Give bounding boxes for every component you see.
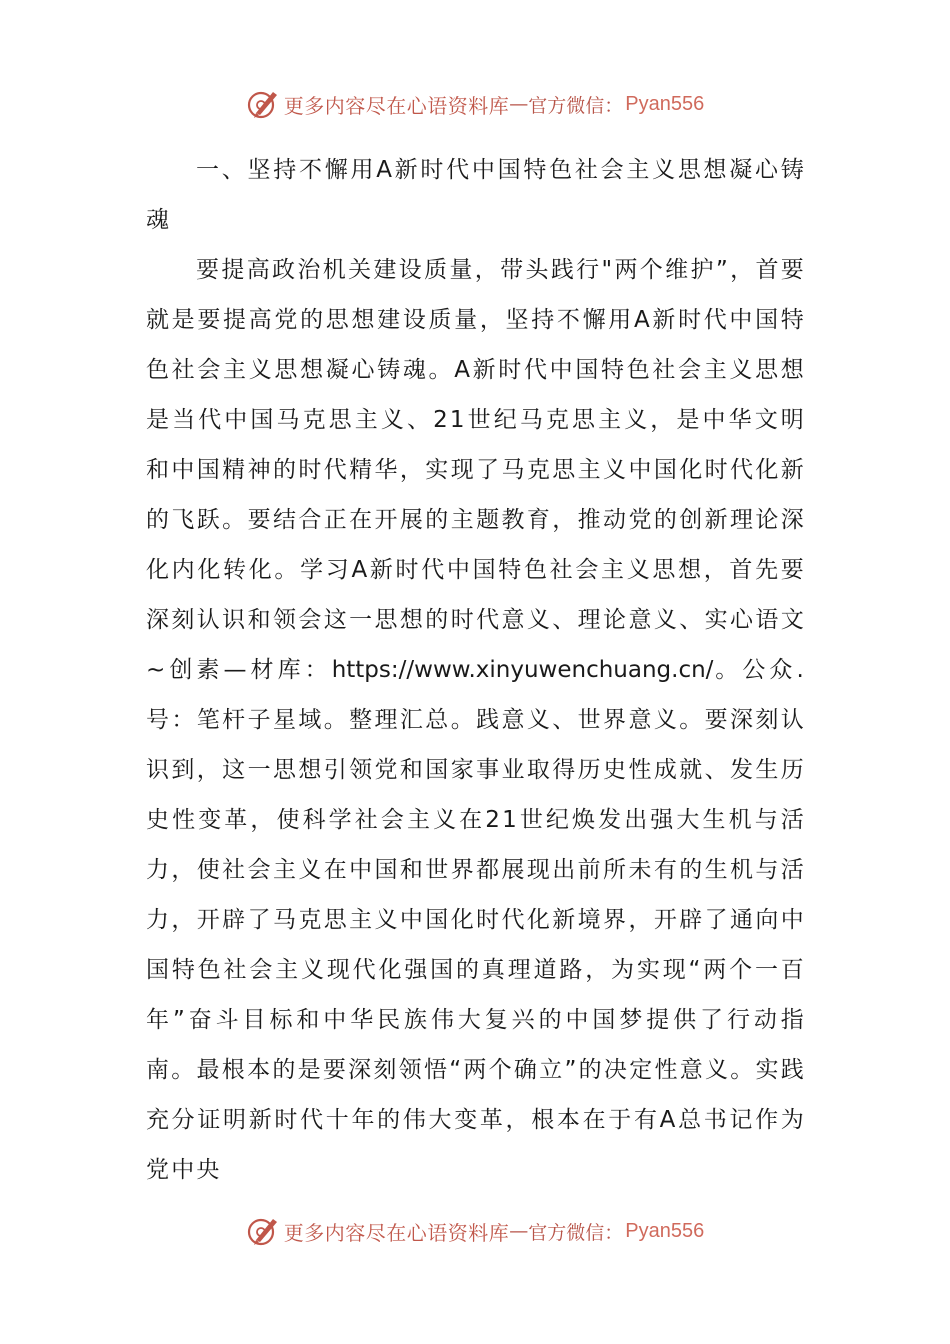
banner-wechat-id: Pyan556 <box>625 92 705 115</box>
pen-logo-icon <box>246 87 280 121</box>
header-banner <box>0 84 950 124</box>
paragraph-text-b: 。公众.号：笔杆子星域。整理汇总。践意义、世界意义。要深刻认识到，这一思想引领党和国家事业取得历史性成就、发生历史性变革，使科学社会主义在21世纪焕发出强大生机与活力，使社会主义在中国和世界都展现出前所未有的生机与活力，开辟了马克思主义中国化时代化新境界，开辟了通向中国特色社会主义现代化强国的真理道路，为实现“两个一百年”奋斗目标和中华民族伟大复兴的中国梦提供了行动指南。最根本的是要深刻领悟“两个确立”的决定性意义。实践充分证明新时代十年的伟大变革，根本在于有A总书记作为党中央 <box>146 657 806 1183</box>
banner-dash: — <box>509 1220 529 1242</box>
body-paragraph <box>146 245 806 1195</box>
footer-banner <box>0 1211 950 1251</box>
banner-dash: — <box>509 93 529 115</box>
banner-wechat-label: 官方微信： <box>528 1221 624 1244</box>
document-body <box>146 145 806 1195</box>
pen-logo-icon <box>246 1214 280 1248</box>
paragraph-text-a: 要提高政治机关建设质量，带头践行"两个维护”，首要就是要提高党的思想建设质量，坚持不懈用A新时代中国特色社会主义思想凝心铸魂。A新时代中国特色社会主义思想是当代中国马克思主义、21世纪马克思主义，是中华文明和中国精神的时代精华，实现了马克思主义中国化时代化新的飞跃。要结合正在开展的主题教育，推动党的创新理论深化内化转化。学习A新时代中国特色社会主义思想，首先要深刻认识和领会这一思想的时代意义、理论意义、实心语文~创素—材库： <box>146 257 806 683</box>
banner-title: 更多内容尽在心语资料库 <box>283 1220 510 1245</box>
source-url-link[interactable]: https://www.xinyuwenchuang.cn/ <box>331 657 714 683</box>
section-heading: 一、坚持不懈用A新时代中国特色社会主义思想凝心铸魂 <box>146 157 806 233</box>
banner-title: 更多内容尽在心语资料库 <box>283 93 510 118</box>
banner-wechat-id: Pyan556 <box>625 1219 705 1242</box>
banner-wechat-label: 官方微信： <box>528 94 624 117</box>
